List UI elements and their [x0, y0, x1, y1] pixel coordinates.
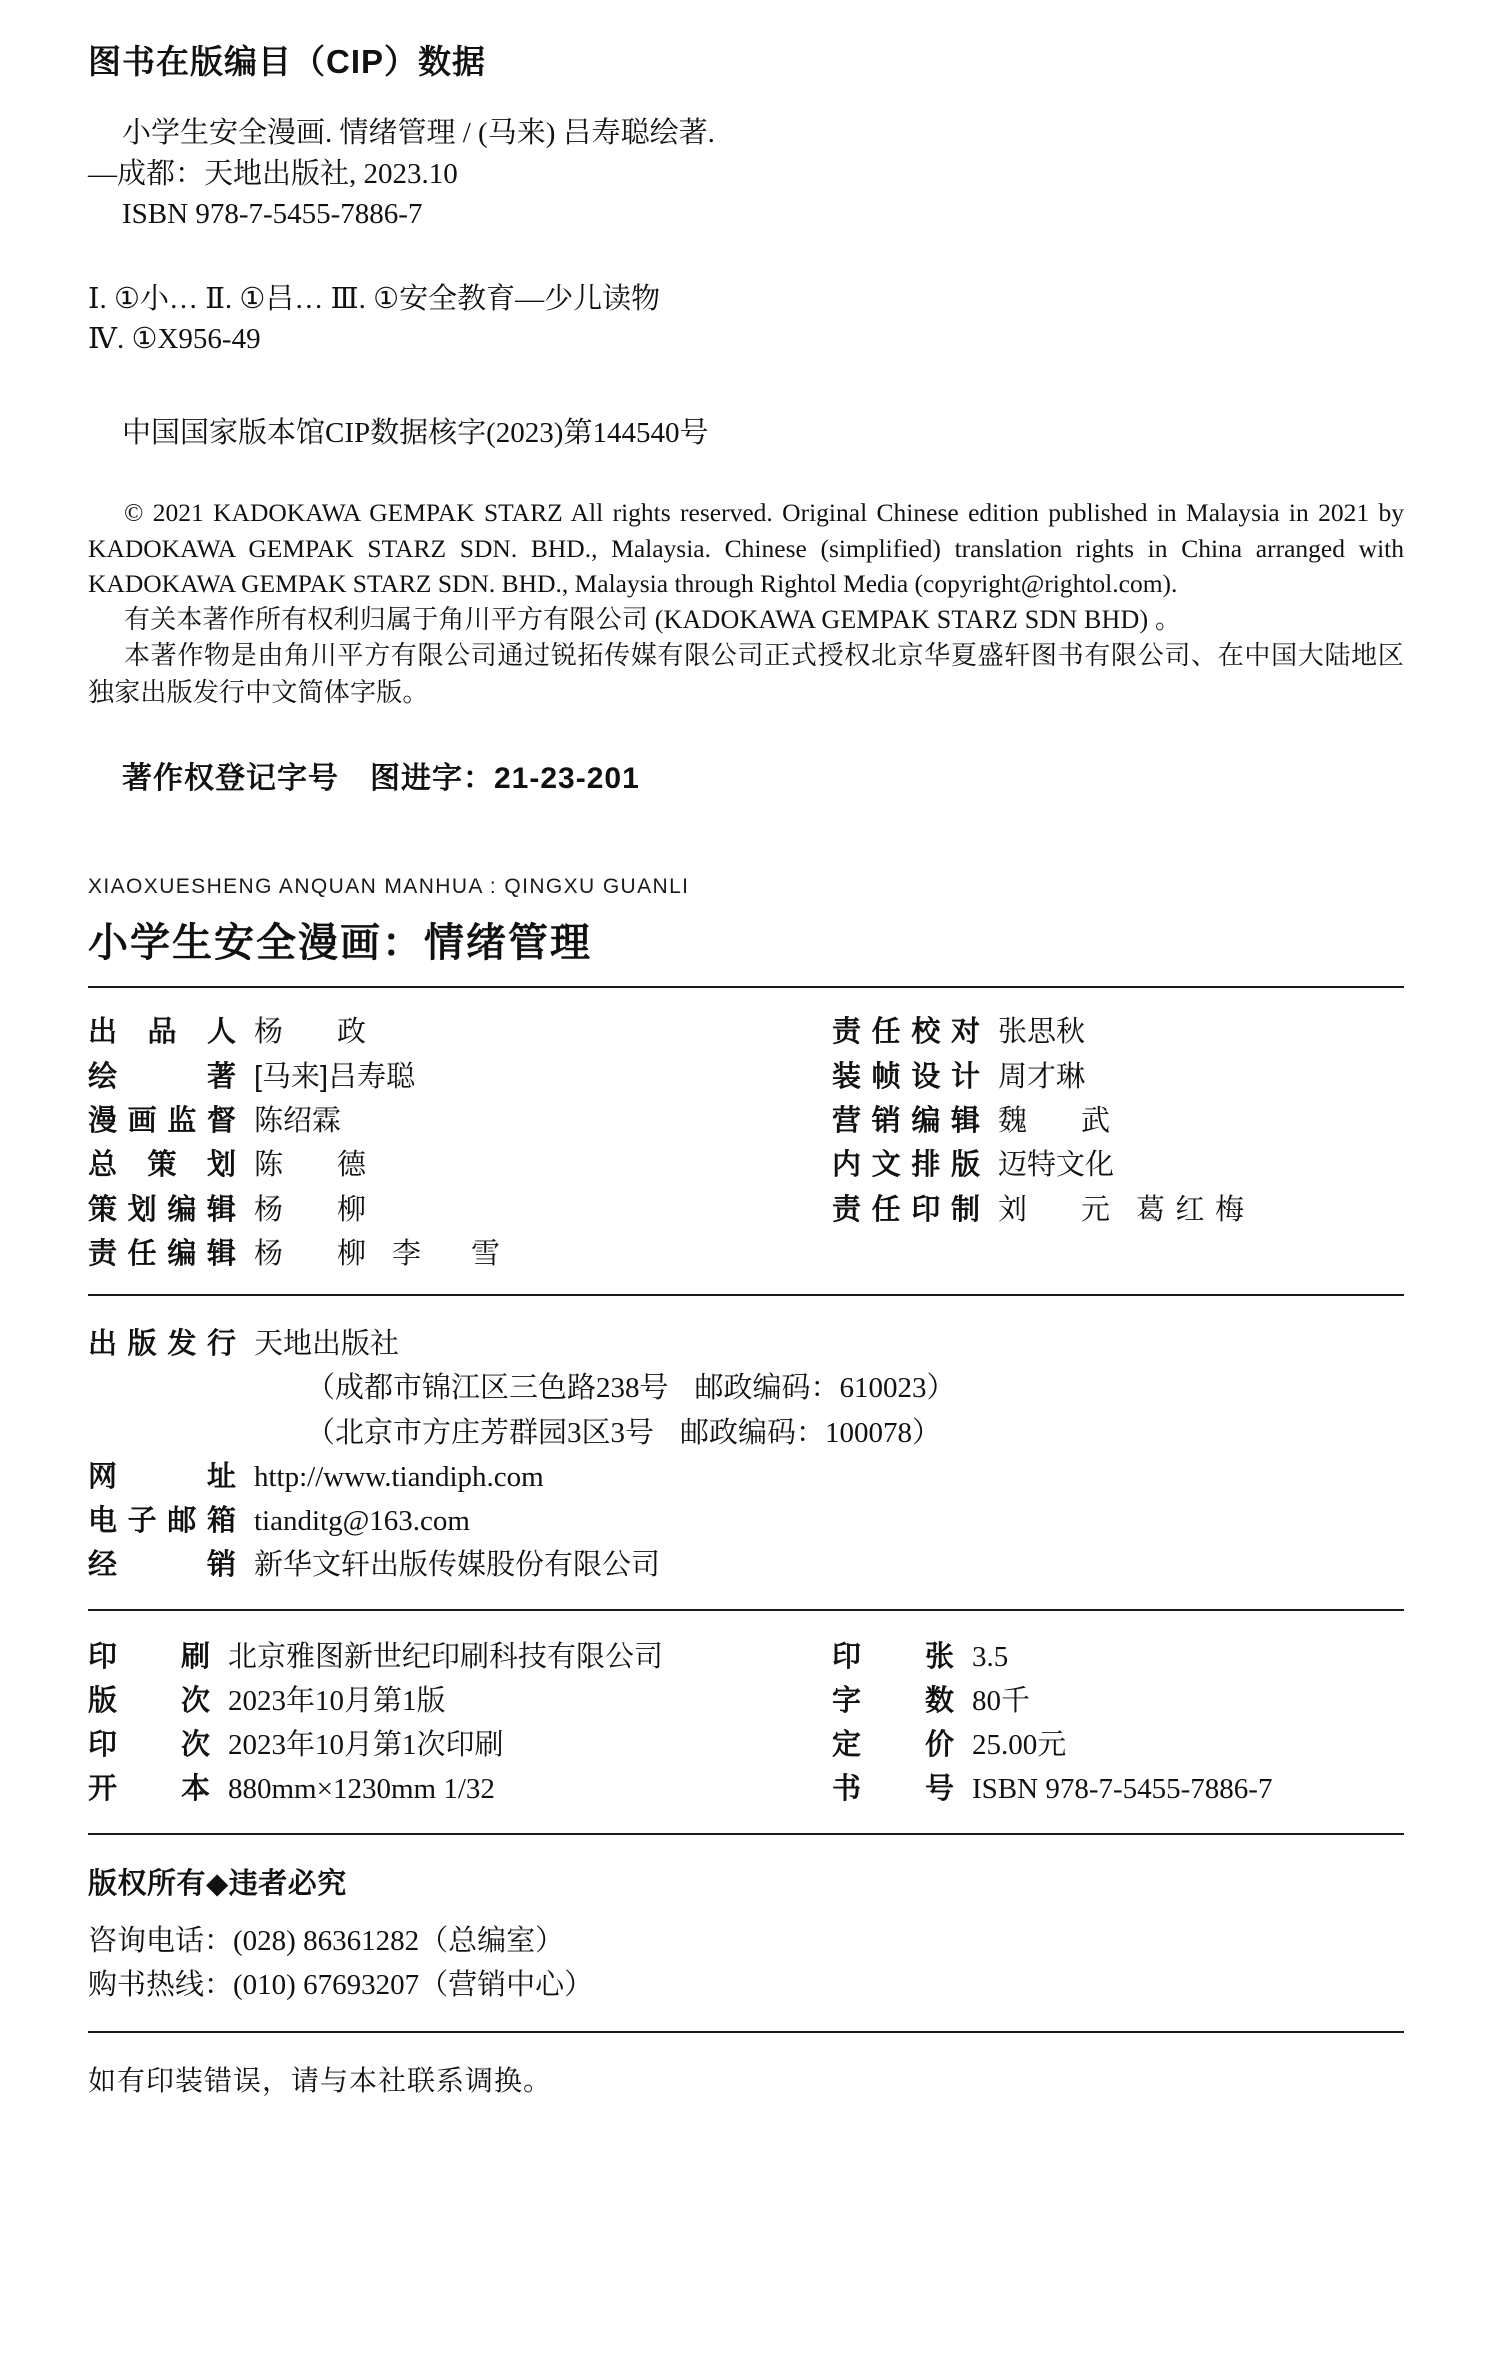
credit-row — [88, 1010, 746, 1054]
spec-label: 字 数 — [832, 1684, 954, 1717]
spec-label: 书 号 — [832, 1773, 954, 1806]
credit-value: 杨 柳 — [254, 1193, 366, 1226]
cip-verification-number: 中国国家版本馆CIP数据核字(2023)第144540号 — [122, 416, 709, 449]
credit-row — [832, 1188, 1404, 1232]
copyright-warning: 版权所有◆违者必究 — [88, 1868, 347, 1901]
cip-isbn-line: ISBN 978-7-5455-7886-7 — [122, 198, 423, 231]
publisher-label: 出 版 发 行 — [88, 1328, 236, 1361]
publisher-row-issuer — [88, 1322, 1404, 1366]
footer-block — [88, 1861, 1404, 2007]
publisher-row-distributor — [88, 1543, 1404, 1587]
divider-rule-5 — [88, 2031, 1404, 2033]
spec-value: 3.5 — [972, 1640, 1009, 1673]
credit-value: 周 才 琳 — [998, 1060, 1086, 1093]
copyright-registration-number: 著作权登记字号 图进字：21-23-201 — [122, 762, 640, 796]
credit-value: 刘 元 葛 红 梅 — [998, 1193, 1244, 1226]
publisher-value: 天地出版社 — [254, 1328, 400, 1361]
printing-specs-table — [88, 1635, 1404, 1811]
publisher-email-value[interactable]: tianditg@163.com — [254, 1504, 470, 1537]
spec-row — [832, 1635, 1404, 1679]
credit-value: [马来]吕寿聪 — [254, 1060, 416, 1093]
publisher-block — [88, 1322, 1404, 1586]
publisher-row-website — [88, 1455, 1404, 1499]
credit-value: 杨 政 — [254, 1016, 366, 1049]
credit-row — [832, 1099, 1404, 1143]
credit-label: 责 任 编 辑 — [88, 1238, 236, 1270]
spec-row — [88, 1635, 746, 1679]
price-value: 25.00元 — [972, 1728, 1067, 1761]
cip-subject-line-1: Ⅰ. ①小… Ⅱ. ①吕… Ⅲ. ①安全教育—少儿读物 — [88, 282, 661, 315]
credit-value: 迈 特 文 化 — [998, 1149, 1115, 1182]
credit-row — [832, 1055, 1404, 1099]
publisher-address-text-1: （成都市锦江区三色路238号 — [306, 1372, 669, 1405]
credit-label: 责 任 印 制 — [832, 1193, 980, 1226]
spec-row — [88, 1679, 746, 1723]
credit-row — [832, 1143, 1404, 1187]
spec-value: 2023年10月第1次印刷 — [228, 1728, 504, 1761]
staff-credits-left-column — [88, 1010, 746, 1276]
spec-value: 2023年10月第1版 — [228, 1684, 446, 1717]
credit-label: 装 帧 设 计 — [832, 1060, 980, 1093]
publisher-address-2 — [88, 1411, 1404, 1455]
spec-value: 80千 — [972, 1684, 1031, 1717]
credit-label: 内 文 排 版 — [832, 1149, 980, 1182]
credit-label: 营 销 编 辑 — [832, 1104, 980, 1137]
spec-row — [88, 1767, 746, 1811]
spec-value: 880mm×1230mm 1/32 — [228, 1773, 495, 1806]
publisher-label: 电 子 邮 箱 — [88, 1504, 236, 1537]
purchase-hotline: 购书热线：(010) 67693207（营销中心） — [88, 1968, 594, 2001]
credit-row — [88, 1143, 746, 1187]
cip-subject-block — [88, 279, 1404, 360]
book-title-pinyin: XIAOXUESHENG ANQUAN MANHUA : QINGXU GUANLI — [88, 875, 690, 899]
divider-rule-1 — [88, 986, 1404, 988]
credit-label: 绘 著 — [88, 1060, 236, 1093]
credit-label: 总 策 划 — [88, 1149, 236, 1182]
rights-english-paragraph: © 2021 KADOKAWA GEMPAK STARZ All rights reserved. Original Chinese edition published in Malaysia in 2021 by KADOKAWA GEMPAK STARZ SDN. BHD., Malaysia. Chinese (simplified) translation rights in China arranged with KADOKAWA GEMPAK STARZ SDN. BHD., Malaysia through Rightol Media (copyright@rightol.com). — [88, 497, 1404, 599]
cip-heading: 图书在版编目（CIP）数据 — [88, 43, 487, 80]
page-content — [88, 0, 1404, 2099]
credit-row — [88, 1188, 746, 1232]
publisher-row-email — [88, 1499, 1404, 1543]
cip-publisher-line: —成都：天地出版社, 2023.10 — [88, 157, 458, 190]
credit-row — [88, 1232, 746, 1276]
credit-value: 陈 德 — [254, 1149, 366, 1182]
staff-credits-right-column — [746, 1010, 1404, 1276]
credit-value: 陈 绍 霖 — [254, 1104, 342, 1137]
spec-row — [832, 1723, 1404, 1767]
rights-block — [88, 495, 1404, 711]
credit-row — [88, 1099, 746, 1143]
spec-row — [88, 1723, 746, 1767]
credit-row — [832, 1010, 1404, 1054]
publisher-label: 网 址 — [88, 1460, 236, 1493]
publisher-address-1 — [88, 1366, 1404, 1410]
spec-label: 印 张 — [832, 1640, 954, 1673]
spec-label: 开 本 — [88, 1773, 210, 1806]
isbn-value: ISBN 978-7-5455-7886-7 — [972, 1773, 1273, 1806]
credit-value: 杨 柳 李 雪 — [254, 1238, 500, 1270]
credit-label: 策 划 编 辑 — [88, 1193, 236, 1226]
credit-label: 出 品 人 — [88, 1016, 236, 1049]
printing-specs-right-column — [746, 1635, 1404, 1811]
spec-label: 定 价 — [832, 1728, 954, 1761]
rights-chinese-paragraph-2: 本著作物是由角川平方有限公司通过锐拓传媒有限公司正式授权北京华夏盛轩图书有限公司、在中国大陆地区独家出版发行中文简体字版。 — [88, 641, 1404, 707]
cip-body — [88, 113, 1404, 235]
spec-value: 北京雅图新世纪印刷科技有限公司 — [228, 1640, 664, 1673]
credit-value: 魏 武 — [998, 1104, 1110, 1137]
publisher-postcode-2: 邮政编码：100078） — [680, 1416, 942, 1449]
credit-label: 漫 画 监 督 — [88, 1104, 236, 1137]
publisher-value: 新华文轩出版传媒股份有限公司 — [254, 1548, 661, 1581]
spec-label: 印 次 — [88, 1728, 210, 1761]
credit-value: 张 思 秋 — [998, 1016, 1086, 1049]
book-title-chinese: 小学生安全漫画：情绪管理 — [88, 921, 592, 966]
publisher-label: 经 销 — [88, 1548, 236, 1581]
cip-title-line: 小学生安全漫画. 情绪管理 / (马来) 吕寿聪绘著. — [122, 117, 715, 149]
divider-rule-3 — [88, 1609, 1404, 1611]
divider-rule-2 — [88, 1294, 1404, 1296]
defect-exchange-note: 如有印装错误，请与本社联系调换。 — [88, 2066, 553, 2098]
publisher-website-value[interactable]: http://www.tiandiph.com — [254, 1460, 544, 1493]
cip-subject-line-2: Ⅳ. ①X956-49 — [88, 323, 261, 356]
staff-credits-table — [88, 1010, 1404, 1276]
publisher-address-text-2: （北京市方庄芳群园3区3号 — [306, 1416, 655, 1449]
credit-row — [88, 1055, 746, 1099]
spec-label: 印 刷 — [88, 1640, 210, 1673]
publisher-postcode-1: 邮政编码：610023） — [694, 1372, 956, 1405]
printing-specs-left-column — [88, 1635, 746, 1811]
rights-chinese-paragraph-1: 有关本著作所有权利归属于角川平方有限公司 (KADOKAWA GEMPAK STARZ SDN BHD) 。 — [124, 605, 1182, 635]
divider-rule-4 — [88, 1833, 1404, 1835]
spec-row — [832, 1679, 1404, 1723]
consultation-phone: 咨询电话：(028) 86361282（总编室） — [88, 1925, 565, 1958]
credit-label: 责 任 校 对 — [832, 1016, 980, 1049]
hotline-list — [88, 1920, 1404, 2007]
spec-label: 版 次 — [88, 1684, 210, 1717]
spec-row — [832, 1767, 1404, 1811]
